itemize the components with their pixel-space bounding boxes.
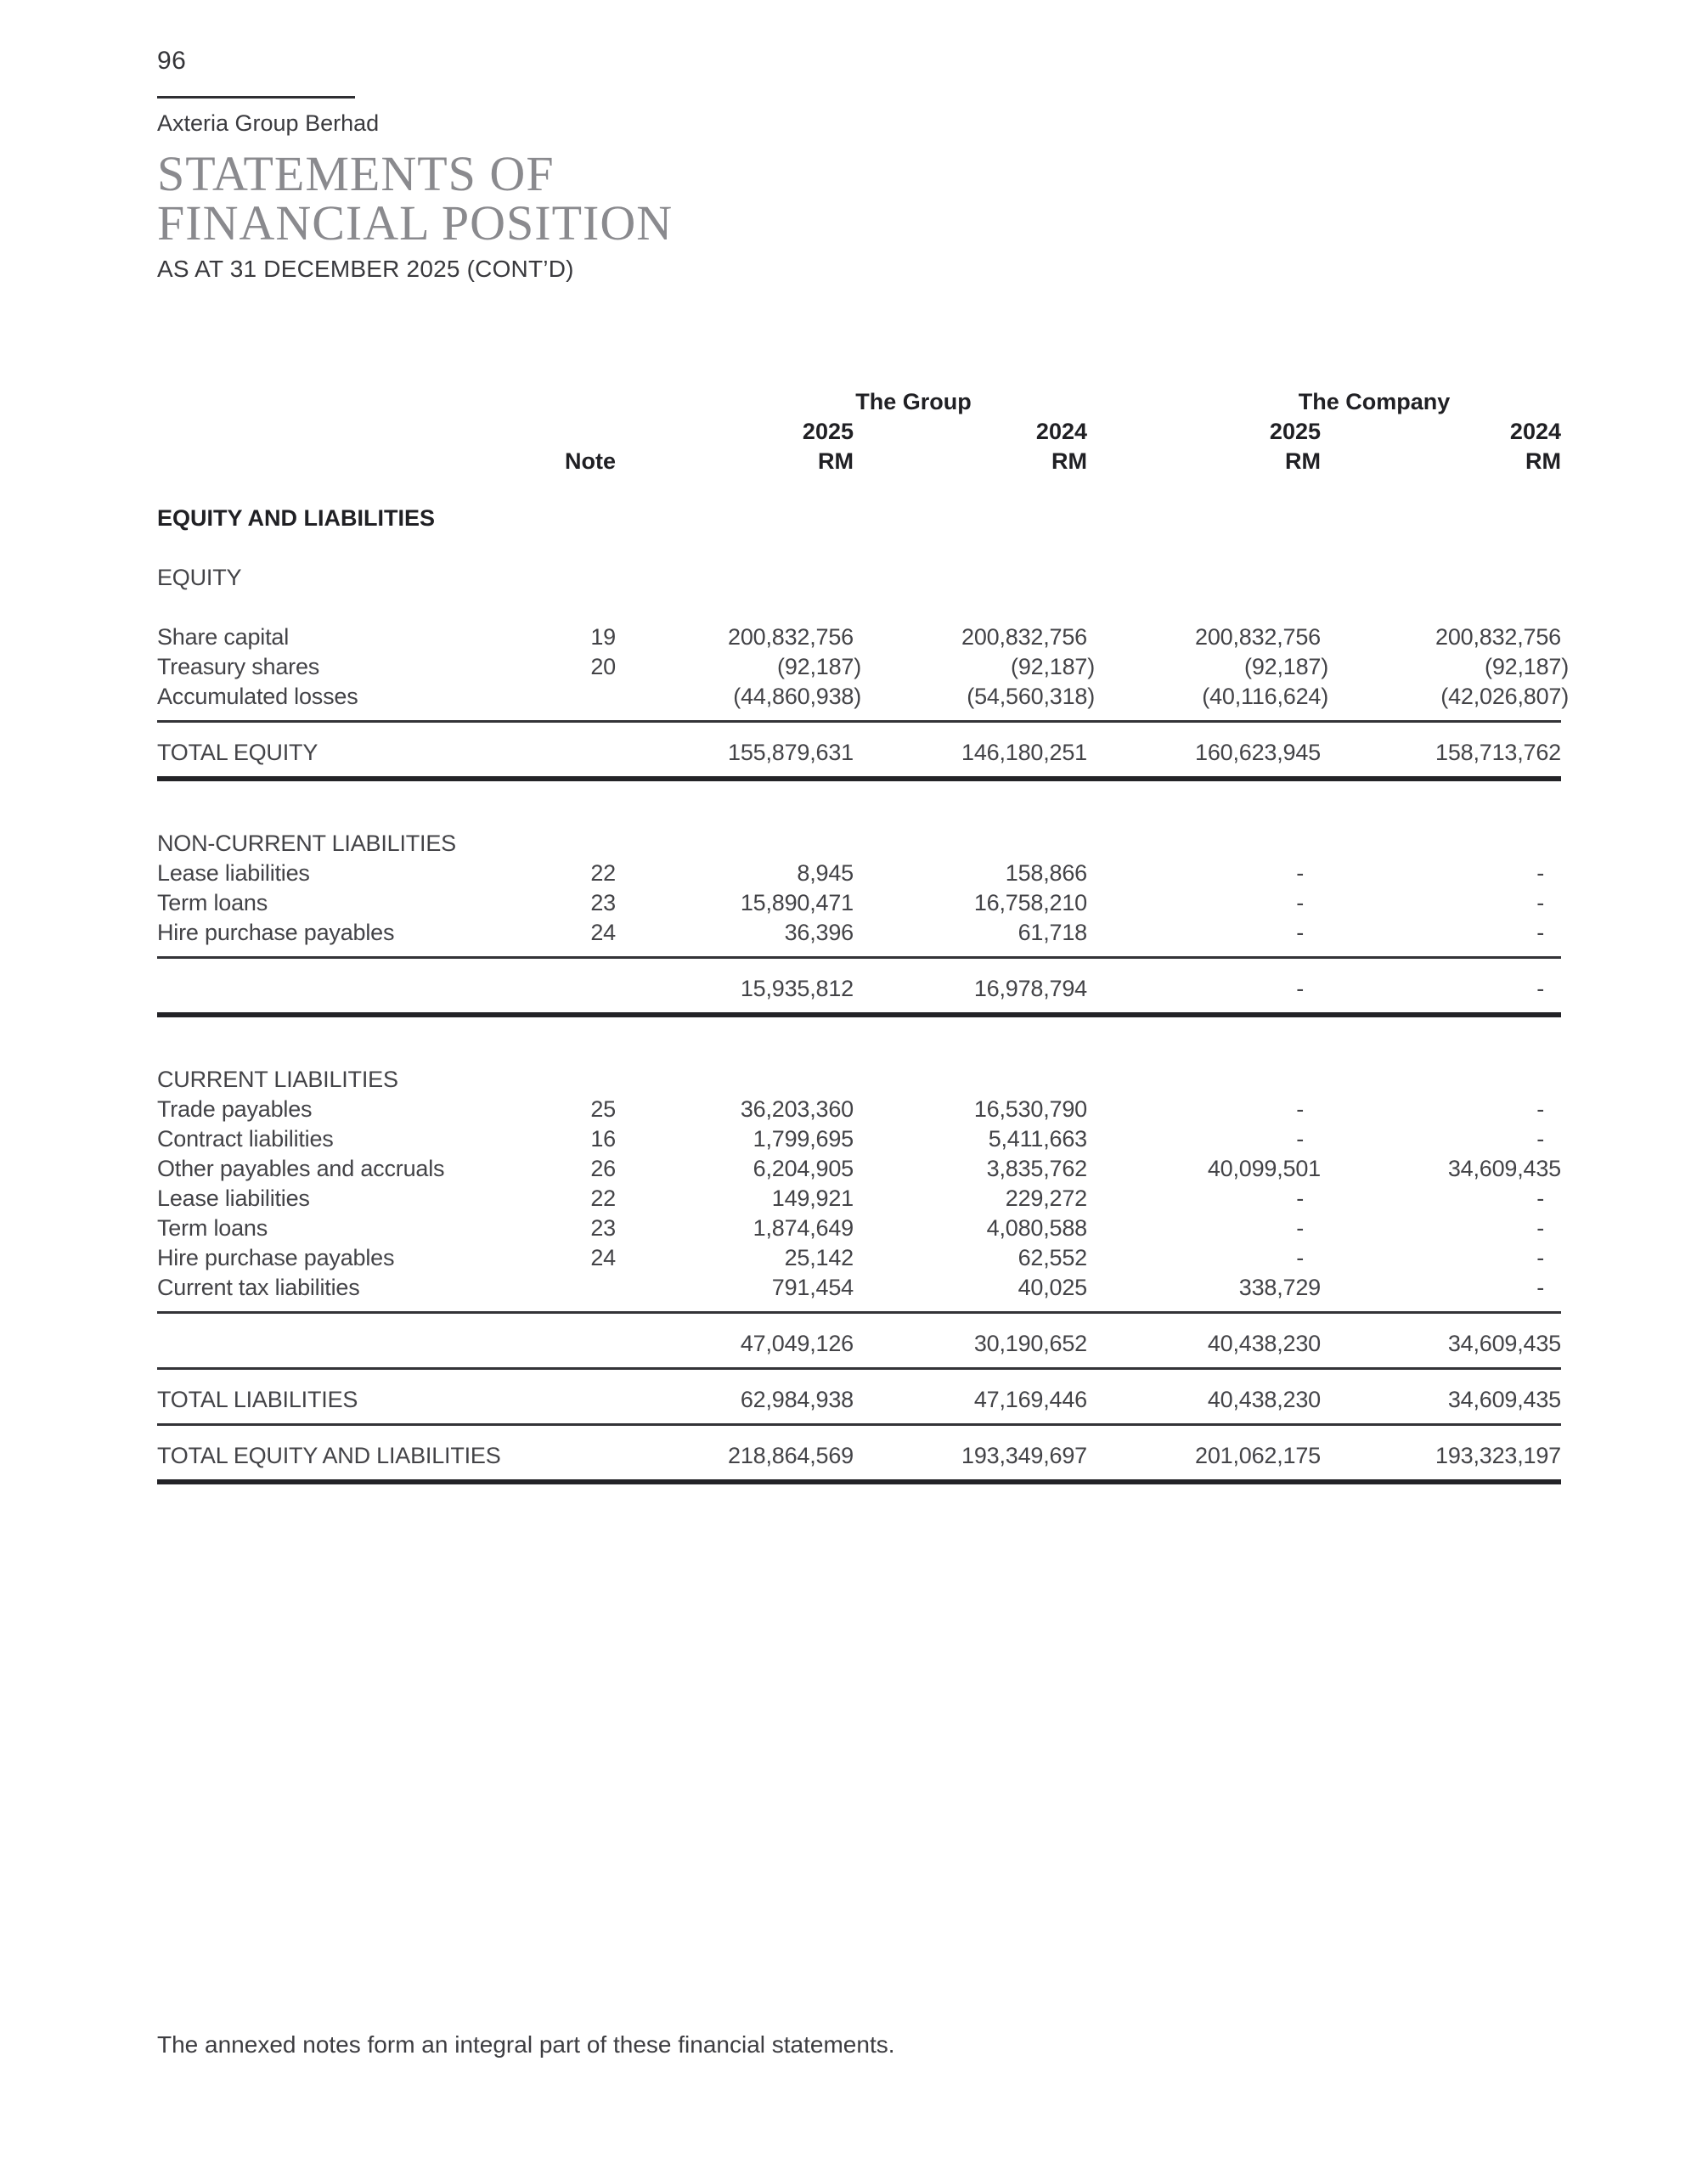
annexed-notes-footnote: The annexed notes form an integral part of these financial statements. [157,2031,895,2058]
horizontal-rule [157,1311,1561,1314]
row-label: Trade payables [157,1096,313,1122]
table-row [157,1441,1561,1471]
amount-cell: (44,860,938) [733,684,861,709]
amount-cell: - [1296,1096,1304,1122]
amount-cell: 47,049,126 [740,1331,854,1356]
amount-cell: 36,203,360 [740,1096,854,1122]
table-row [157,888,1561,918]
section-heading [157,563,1561,593]
amount-cell: 193,349,697 [961,1443,1087,1468]
amount-cell: 40,438,230 [1207,1387,1321,1412]
amount-cell: 218,864,569 [728,1443,854,1468]
amount-cell: 200,832,756 [961,624,1087,650]
table-row [157,859,1561,888]
amount-cell: 149,921 [771,1186,854,1211]
amount-cell: - [1536,920,1544,945]
amount-cell: 200,832,756 [1435,624,1561,650]
currency-header-group-2024: RM [1051,448,1087,474]
table-header-groups [157,391,1561,418]
amount-cell: 229,272 [1005,1186,1087,1211]
company-name: Axteria Group Berhad [157,110,380,136]
row-label: TOTAL EQUITY [157,740,318,765]
column-group-header-the-company: The Company [1298,389,1451,414]
amount-cell: - [1296,1186,1304,1211]
financial-position-table [157,389,1569,1484]
row-label: Lease liabilities [157,860,310,886]
amount-cell: - [1296,1245,1304,1270]
note-value: 23 [590,890,616,915]
amount-cell: - [1536,1126,1544,1152]
row-label: TOTAL EQUITY AND LIABILITIES [157,1443,501,1468]
amount-cell: - [1296,920,1304,945]
amount-cell: 158,866 [1005,860,1087,886]
table-body [157,504,1569,1484]
year-header-company-2025: 2025 [1269,419,1321,444]
amount-cell: (42,026,807) [1440,684,1569,709]
note-value: 16 [590,1126,616,1152]
note-value: 20 [590,654,616,679]
amount-cell: - [1536,890,1544,915]
table-row [157,1214,1561,1243]
table-row [157,682,1569,712]
section-heading [157,504,1561,533]
amount-cell: 62,552 [1017,1245,1087,1270]
amount-cell: 30,190,652 [973,1331,1087,1356]
amount-cell: 16,530,790 [973,1096,1087,1122]
table-row [157,652,1569,682]
table-header-units [157,447,1561,477]
section-heading [157,829,1561,859]
row-label: Lease liabilities [157,1186,310,1211]
amount-cell: 25,142 [784,1245,854,1270]
amount-cell: (92,187) [1485,654,1569,679]
amount-cell: 40,438,230 [1207,1331,1321,1356]
amount-cell: 6,204,905 [753,1156,854,1181]
row-label: Share capital [157,624,289,650]
amount-cell: - [1296,976,1304,1001]
row-label: Contract liabilities [157,1126,334,1152]
table-row [157,1273,1561,1303]
row-label: Hire purchase payables [157,920,395,945]
header-rule [157,96,355,99]
note-value [497,682,616,712]
row-label: Treasury shares [157,654,320,679]
amount-cell: 1,874,649 [753,1215,854,1241]
table-header-years [157,418,1561,447]
note-value [497,1273,616,1303]
horizontal-rule [157,1012,1561,1017]
note-value: 23 [590,1215,616,1241]
table-row [157,1095,1561,1124]
amount-cell: 160,623,945 [1195,740,1321,765]
table-row [157,622,1561,652]
section-heading-label: NON-CURRENT LIABILITIES [157,831,456,856]
table-row [157,1329,1561,1359]
amount-cell: 40,099,501 [1207,1156,1321,1181]
year-header-group-2024: 2024 [1035,419,1087,444]
page-subtitle: AS AT 31 DECEMBER 2025 (CONT’D) [157,256,574,282]
table-row [157,974,1561,1004]
page-number: 96 [157,47,187,75]
note-value [497,1441,616,1471]
amount-cell: 16,758,210 [973,890,1087,915]
table-row [157,1385,1561,1415]
amount-cell: - [1296,860,1304,886]
page-title [157,146,674,251]
amount-cell: 34,609,435 [1447,1156,1561,1181]
amount-cell: 193,323,197 [1435,1443,1561,1468]
table-row [157,1243,1561,1273]
table-row [157,1154,1561,1184]
currency-header-company-2024: RM [1525,448,1561,474]
amount-cell: 36,396 [784,920,854,945]
horizontal-rule [157,1367,1561,1370]
amount-cell: 338,729 [1238,1275,1321,1300]
note-column-header: Note [565,448,616,474]
amount-cell: 40,025 [1017,1275,1087,1300]
amount-cell: 5,411,663 [988,1126,1087,1152]
amount-cell: 201,062,175 [1195,1443,1321,1468]
amount-cell: 16,978,794 [973,976,1087,1001]
amount-cell: 200,832,756 [728,624,854,650]
amount-cell: 1,799,695 [753,1126,854,1152]
amount-cell: (92,187) [1244,654,1328,679]
section-heading-label: CURRENT LIABILITIES [157,1067,398,1092]
amount-cell: (92,187) [777,654,861,679]
note-value [497,974,616,1004]
note-value: 22 [590,860,616,886]
amount-cell: (92,187) [1011,654,1095,679]
note-value: 26 [590,1156,616,1181]
row-label: Accumulated losses [157,684,358,709]
horizontal-rule [157,1423,1561,1426]
note-value [497,1329,616,1359]
note-value: 24 [590,920,616,945]
note-value: 19 [590,624,616,650]
note-value: 24 [590,1245,616,1270]
horizontal-rule [157,720,1561,723]
row-label: Term loans [157,1215,268,1241]
currency-header-company-2025: RM [1285,448,1321,474]
page-title-line1: STATEMENTS OF [157,146,555,201]
blank-row [157,593,1561,622]
amount-cell: 34,609,435 [1447,1387,1561,1412]
amount-cell: 15,935,812 [740,976,854,1001]
horizontal-rule [157,776,1561,781]
row-label: Current tax liabilities [157,1275,360,1300]
row-label [157,974,497,1004]
amount-cell: 61,718 [1017,920,1087,945]
year-header-group-2025: 2025 [802,419,854,444]
row-label [157,1329,497,1359]
amount-cell: - [1536,976,1544,1001]
note-value: 22 [590,1186,616,1211]
amount-cell: 791,454 [771,1275,854,1300]
note-value [497,1385,616,1415]
horizontal-rule [157,1479,1561,1484]
amount-cell: - [1536,1215,1544,1241]
currency-header-group-2025: RM [818,448,854,474]
amount-cell: 47,169,446 [973,1387,1087,1412]
horizontal-rule [157,956,1561,959]
page-title-line2: FINANCIAL POSITION [157,195,674,251]
amount-cell: 155,879,631 [728,740,854,765]
row-label: Hire purchase payables [157,1245,395,1270]
amount-cell: 200,832,756 [1195,624,1321,650]
section-heading [157,1065,1561,1095]
table-row [157,1184,1561,1214]
year-header-company-2024: 2024 [1509,419,1561,444]
table-row [157,1124,1561,1154]
amount-cell: (40,116,624) [1202,684,1328,709]
amount-cell: 158,713,762 [1435,740,1561,765]
amount-cell: - [1536,1245,1544,1270]
amount-cell: - [1296,1215,1304,1241]
table-row [157,738,1561,768]
amount-cell: 146,180,251 [961,740,1087,765]
row-label: Other payables and accruals [157,1156,445,1181]
amount-cell: - [1296,1126,1304,1152]
amount-cell: 15,890,471 [740,890,854,915]
row-label: Term loans [157,890,268,915]
note-value [497,738,616,768]
amount-cell: (54,560,318) [967,684,1095,709]
amount-cell: - [1296,890,1304,915]
amount-cell: 8,945 [797,860,854,886]
section-heading-label: EQUITY AND LIABILITIES [157,505,436,531]
amount-cell: - [1536,1186,1544,1211]
amount-cell: 34,609,435 [1447,1331,1561,1356]
column-group-header-the-group: The Group [855,389,972,414]
amount-cell: 3,835,762 [986,1156,1087,1181]
table-row [157,918,1561,948]
section-heading-label: EQUITY [157,565,242,590]
amount-cell: - [1536,1096,1544,1122]
row-label: TOTAL LIABILITIES [157,1387,358,1412]
amount-cell: 62,984,938 [740,1387,854,1412]
note-value: 25 [590,1096,616,1122]
amount-cell: 4,080,588 [986,1215,1087,1241]
page-content [157,0,1569,2174]
amount-cell: - [1536,860,1544,886]
amount-cell: - [1536,1275,1544,1300]
